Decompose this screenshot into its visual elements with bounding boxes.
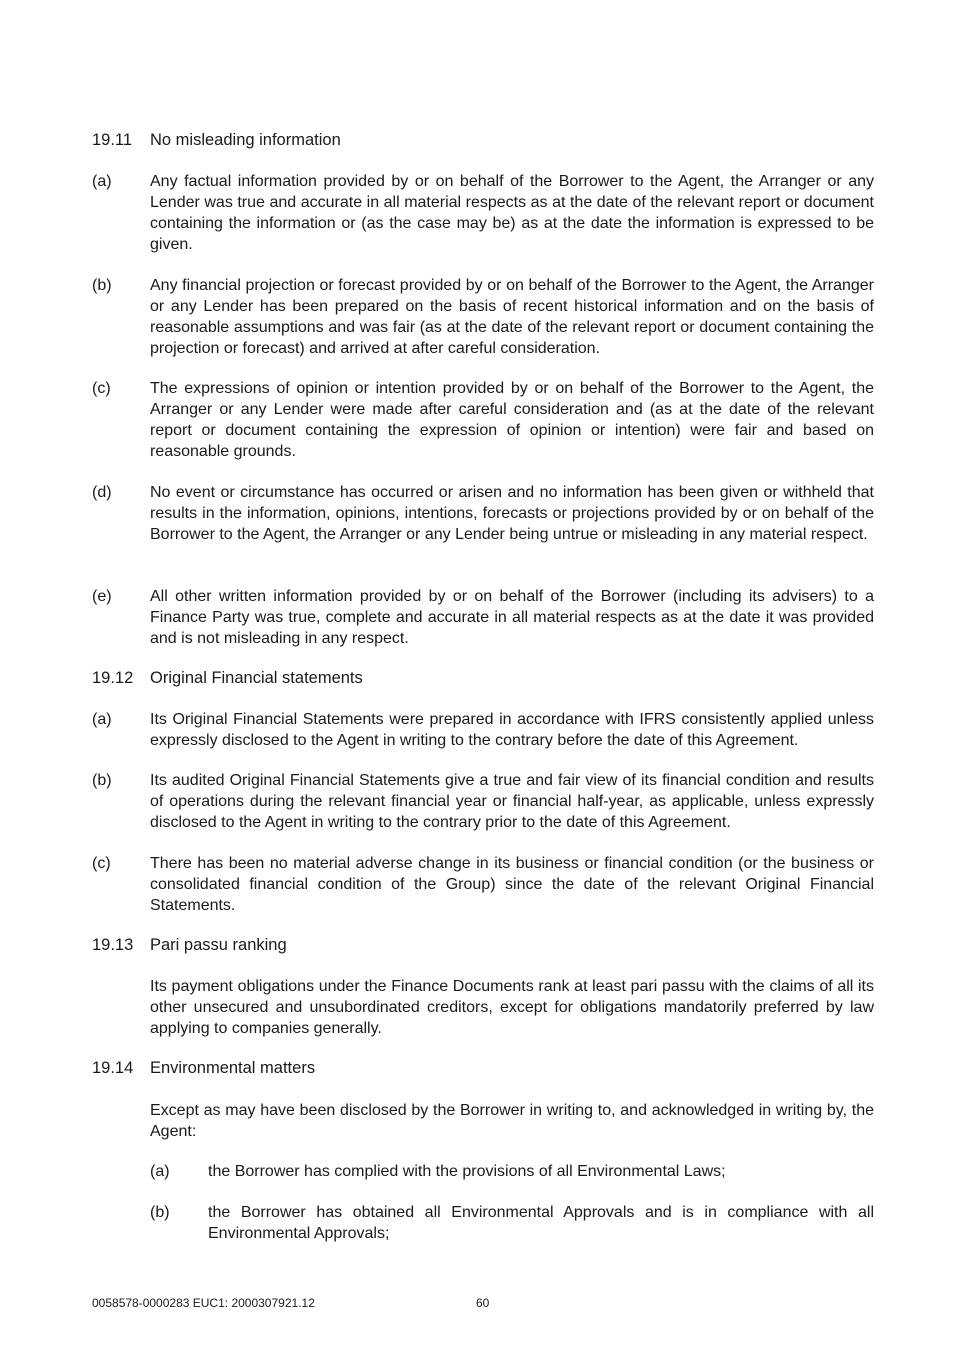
clause-text: The expressions of opinion or intention provided by or on behalf of the Borrower to the Agent, the Arranger or any Lender were made after careful consideration and (as at the date of the relevant report or document containing the expression of opinion or intention) were fair and based on reasonable grounds. <box>150 380 874 460</box>
section-number: 19.12 <box>92 669 134 687</box>
clause-label: (d) <box>92 484 112 501</box>
section-title: Environmental matters <box>150 1059 316 1077</box>
section-title: Pari passu ranking <box>150 936 287 954</box>
clause-text: the Borrower has obtained all Environmental Approvals and is in compliance with all Environmental Approvals; <box>208 1204 874 1242</box>
section-number: 19.13 <box>92 936 134 954</box>
section-title: No misleading information <box>150 131 341 149</box>
section-body-text: Except as may have been disclosed by the Borrower in writing to, and acknowledged in writing by, the Agent: <box>150 1102 874 1140</box>
clause-label: (c) <box>92 380 111 397</box>
clause-text: All other written information provided by or on behalf of the Borrower (including its advisers) to a Finance Party was true, complete and accurate in all material respects as at the date it was provided and is not misleading in any respect. <box>150 588 874 647</box>
section-number: 19.14 <box>92 1059 134 1077</box>
clause-label: (a) <box>92 173 112 190</box>
footer-page-number: 60 <box>476 1296 490 1310</box>
clause-label: (a) <box>150 1163 170 1180</box>
clause-text: No event or circumstance has occurred or arisen and no information has been given or withheld that results in the information, opinions, intentions, forecasts or projections provided by or on behalf of the Borrower to the Agent, the Arranger or any Lender being untrue or misleading in any material respect. <box>150 484 874 543</box>
clause-text: the Borrower has complied with the provisions of all Environmental Laws; <box>208 1163 726 1180</box>
clause-label: (b) <box>92 772 112 789</box>
clause-label: (c) <box>92 855 111 872</box>
clause-text: Any financial projection or forecast provided by or on behalf of the Borrower to the Agent, the Arranger or any Lender has been prepared on the basis of recent historical information and on the basis of reasonable assumptions and was fair (as at the date of the relevant report or document containing the projection or forecast) and arrived at after careful consideration. <box>150 277 874 357</box>
clause-label: (b) <box>150 1204 170 1221</box>
clause-text: There has been no material adverse change in its business or financial condition (or the business or consolidated financial condition of the Group) since the date of the relevant Original Financial Statements. <box>150 855 874 914</box>
clause-text: Its Original Financial Statements were prepared in accordance with IFRS consistently applied unless expressly disclosed to the Agent in writing to the contrary before the date of this Agreement. <box>150 711 874 749</box>
clause-text: Any factual information provided by or on behalf of the Borrower to the Agent, the Arranger or any Lender was true and accurate in all material respects as at the date of the relevant report or document containing the information or (as the case may be) as at the date the information is expressed to be given. <box>150 173 874 253</box>
clause-label: (a) <box>92 711 112 728</box>
section-title: Original Financial statements <box>150 669 363 687</box>
footer-document-reference: 0058578-0000283 EUC1: 2000307921.12 <box>92 1296 315 1310</box>
section-number: 19.11 <box>92 131 133 149</box>
clause-text: Its audited Original Financial Statements give a true and fair view of its financial condition and results of operations during the relevant financial year or financial half-year, as applicable, unless expressly disclosed to the Agent in writing to the contrary prior to the date of this Agreement. <box>150 772 874 831</box>
clause-label: (e) <box>92 588 112 605</box>
clause-label: (b) <box>92 277 112 294</box>
section-body-text: Its payment obligations under the Finance Documents rank at least pari passu with the claims of all its other unsecured and unsubordinated creditors, except for obligations mandatorily preferred by law applying to companies generally. <box>150 978 874 1037</box>
